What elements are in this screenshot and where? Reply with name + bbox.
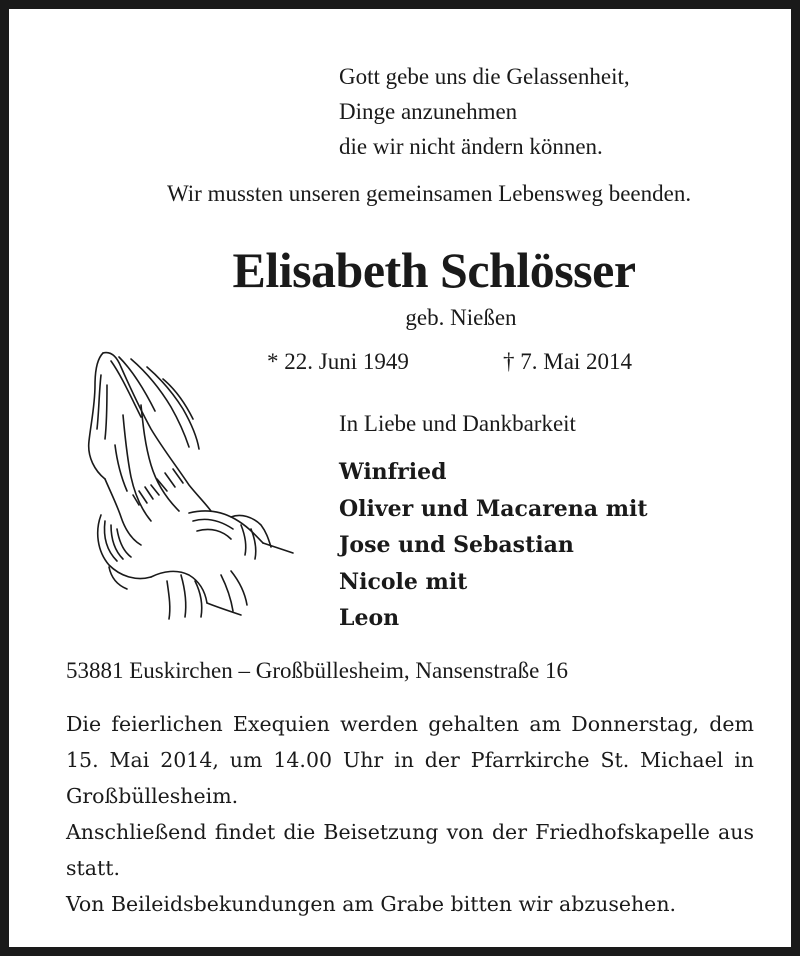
family-list (339, 454, 648, 637)
family-address: 53881 Euskirchen – Großbüllesheim, Nansenstraße 16 (66, 658, 569, 683)
praying-hands-icon (81, 345, 297, 623)
deceased-name: Elisabeth Schlösser (232, 242, 636, 298)
family-member: Nicole mit (339, 568, 468, 595)
burial-paragraph: Anschließend findet die Beisetzung von der Friedhofskapelle aus statt. (66, 820, 754, 880)
family-member: Winfried (339, 459, 447, 485)
quote-line-1: Gott gebe uns die Gelassenheit, (339, 64, 630, 89)
family-member: Oliver und Macarena mit (339, 495, 648, 522)
family-member: Leon (339, 605, 400, 631)
announcement-text (66, 706, 754, 922)
intro-text: Wir mussten unseren gemeinsamen Lebensweg beenden. (167, 181, 692, 206)
quote-line-3: die wir nicht ändern können. (339, 134, 603, 159)
dedication-line: In Liebe und Dankbarkeit (339, 411, 576, 436)
opening-quote (339, 59, 630, 164)
exequien-paragraph: Die feierlichen Exequien werden gehalten am Donnerstag, dem 15. Mai 2014, um 14.00 Uhr in der Pfarrkirche St. Michael in Großbüllesheim. (66, 712, 754, 808)
birth-date: * 22. Juni 1949 (267, 349, 409, 374)
condolences-paragraph: Von Beileidsbekundungen am Grabe bitten wir abzusehen. (66, 892, 677, 916)
quote-line-2: Dinge anzunehmen (339, 99, 518, 124)
death-date: † 7. Mai 2014 (503, 349, 633, 374)
maiden-name: geb. Nießen (405, 305, 517, 330)
family-member: Jose und Sebastian (339, 532, 574, 558)
